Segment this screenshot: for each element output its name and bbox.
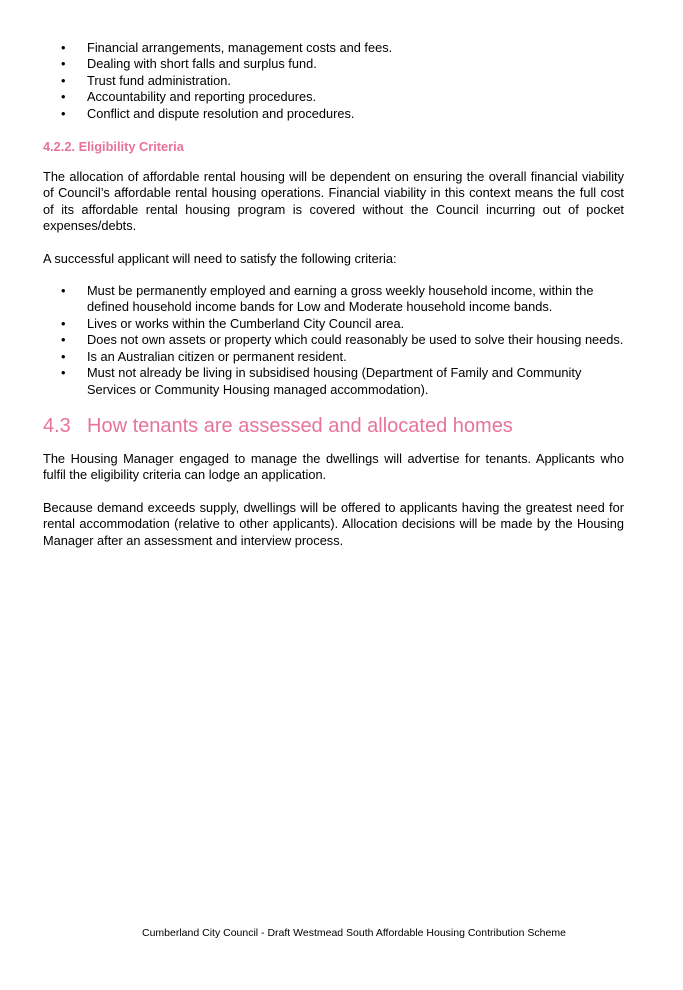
list-item-text: Conflict and dispute resolution and procedures. (87, 105, 355, 121)
bullet-icon: • (61, 40, 66, 55)
bullet-icon: • (61, 315, 66, 331)
list-item (43, 283, 624, 316)
section-paragraph: Because demand exceeds supply, dwellings will be offered to applicants having the greatest need for rental accommodation (relative to other applicants). Allocation decisions will be made by the Housing Manager after an assessment and interview process. (43, 499, 624, 548)
list-item (43, 349, 624, 365)
list-item-text: Must be permanently employed and earning a gross weekly household income, within the defined household income bands for Low and Moderate household income bands. (87, 283, 594, 315)
list-item-text: Lives or works within the Cumberland City Council area. (87, 315, 405, 331)
top-bullet-list (43, 40, 624, 122)
section-paragraph: The Housing Manager engaged to manage the dwellings will advertise for tenants. Applicants who fulfil the eligibility criteria can lodge an application. (43, 450, 624, 483)
list-item (43, 73, 624, 89)
list-item-text: Trust fund administration. (87, 72, 231, 88)
list-item-text: Is an Australian citizen or permanent resident. (87, 348, 347, 364)
document-page (43, 40, 624, 549)
section-heading (43, 414, 624, 438)
bullet-icon: • (61, 365, 66, 381)
list-item-text: Must not already be living in subsidised housing (Department of Family and Community Services or Community Housing managed accommodation). (87, 365, 582, 397)
page-footer: Cumberland City Council - Draft Westmead South Affordable Housing Contribution Scheme (142, 927, 566, 939)
list-item (43, 40, 624, 56)
list-item (43, 89, 624, 105)
eligibility-heading: 4.2.2. Eligibility Criteria (43, 139, 184, 155)
bullet-icon: • (61, 348, 66, 364)
bullet-icon: • (61, 72, 66, 88)
list-item (43, 56, 624, 72)
list-item-text: Dealing with short falls and surplus fund. (87, 56, 317, 72)
list-item-text: Does not own assets or property which could reasonably be used to solve their housing needs. (87, 332, 624, 348)
section-title: How tenants are assessed and allocated homes (87, 414, 513, 437)
bullet-icon: • (61, 105, 66, 121)
bullet-icon: • (61, 56, 66, 72)
list-item-text: Accountability and reporting procedures. (87, 89, 317, 105)
eligibility-intro-paragraph: The allocation of affordable rental housing will be dependent on ensuring the overall financial viability of Council’s affordable rental housing operations. Financial viability in this context means the full cost of its affordable rental housing program is covered without the Council incurring out of pocket expenses/debts. (43, 169, 624, 234)
bullet-icon: • (61, 283, 66, 299)
list-item (43, 106, 624, 122)
criteria-bullet-list (43, 283, 624, 398)
list-item-text: Financial arrangements, management costs and fees. (87, 40, 393, 55)
list-item (43, 332, 624, 348)
section-number: 4.3 (43, 414, 71, 437)
bullet-icon: • (61, 332, 66, 348)
bullet-icon: • (61, 89, 66, 105)
list-item (43, 316, 624, 332)
list-item (43, 365, 624, 398)
criteria-intro: A successful applicant will need to satisfy the following criteria: (43, 250, 397, 266)
